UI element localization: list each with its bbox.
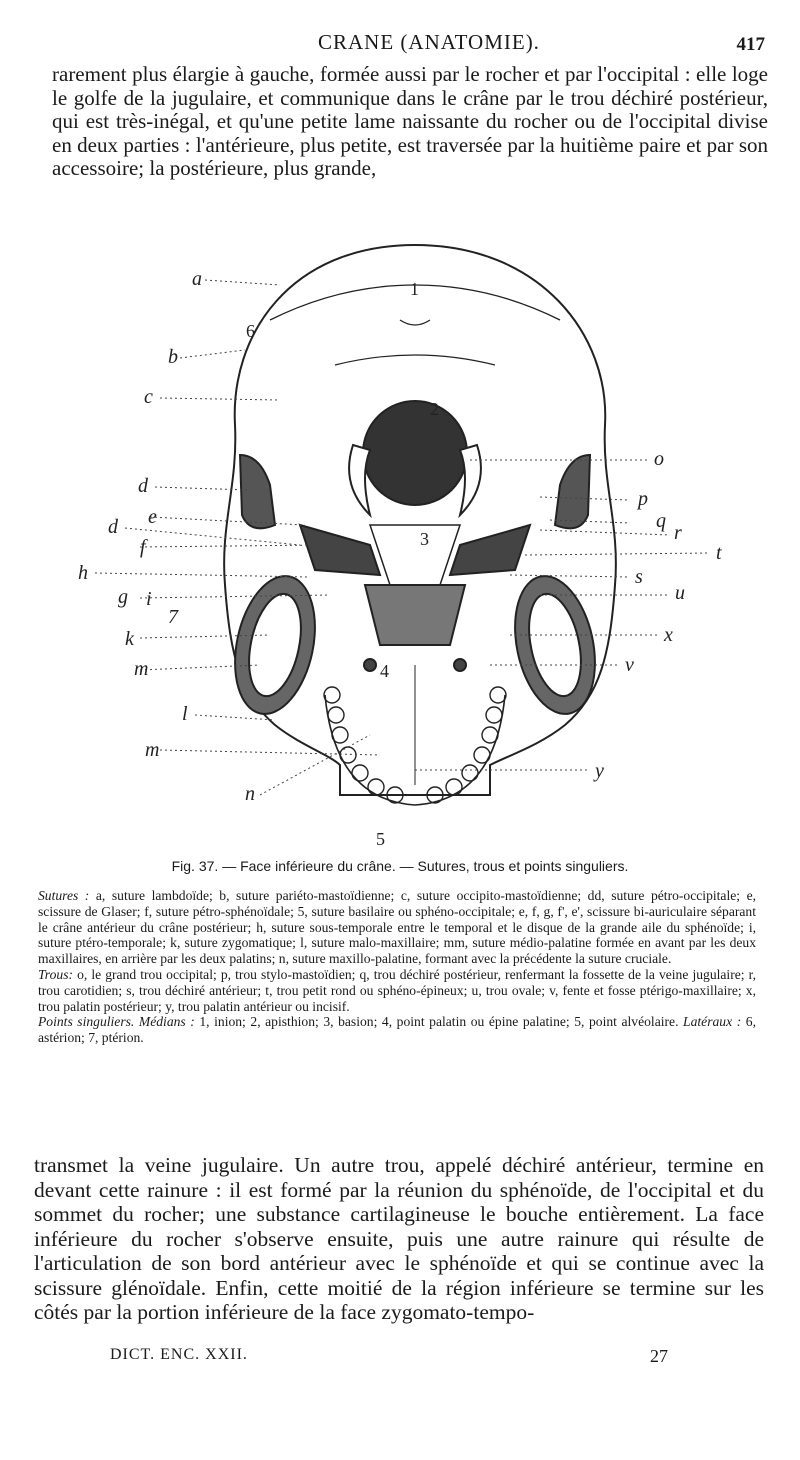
fig-number: 6 (246, 321, 255, 341)
fig-label: x (664, 624, 673, 646)
footer-signature: 27 (650, 1346, 668, 1366)
running-title: CRANE (ANATOMIE). (318, 30, 540, 54)
fig-number: 2 (430, 399, 439, 419)
fig-label: m (145, 739, 160, 761)
fig-label: u (675, 582, 685, 604)
skull-figure (70, 225, 750, 855)
legend-trous: o, le grand trou occipital; p, trou stylo-mastoïdien; q, trou déchiré postérieur, renfermant la fossette de la veine jugulaire; r, trou carotidien; s, trou déchiré antérieur; t, trou petit rond ou sphéno-épineux; u, trou ovale; v, fente et fosse ptérigo-maxillaire; x, trou palatin postérieur; y, trou palatin antérieur ou incisif. (38, 966, 756, 1014)
fig-number: 1 (410, 279, 419, 299)
fig-label: y (595, 760, 604, 782)
fig-label: p (638, 488, 648, 510)
fig-label: d (138, 475, 148, 497)
fig-label: c (144, 386, 153, 408)
left-labels (78, 268, 255, 805)
legend-points: 1, inion; 2, apisthion; 3, basion; 4, point palatin ou épine palatine; 5, point alvéolaire. (199, 1014, 679, 1030)
legend-heading-lateraux: Latéraux : (683, 1014, 742, 1030)
fig-number: 4 (380, 661, 389, 681)
foramen-magnum (363, 401, 467, 505)
legend-heading-points: Points singuliers. Médians : (38, 1014, 195, 1030)
figure-legend (38, 888, 756, 1046)
fig-label: b (168, 346, 178, 368)
fig-label: a (192, 268, 202, 290)
fig-label: 7 (168, 606, 178, 628)
fig-label: d (108, 516, 118, 538)
legend-sutures: a, suture lambdoïde; b, suture pariéto-mastoïdienne; c, suture occipito-mastoïdienne; dd, suture pétro-occipitale; e, scissure de Glaser; f, suture pétro-sphénoïdale; 5, suture basilaire ou sphéno-occipitale; e, f, g, f', e', scissure bi-auriculaire séparant le crâne antérieur du crâne postérieur; h, suture sous-temporale entre le temporal et le disque de la grande aile du sphénoïde; i, suture ptéro-temporale; k, suture zygomatique; l, suture malo-maxillaire; mm, suture médio-palatine formée en avant par les deux maxillaires, en arrière par les deux palatins; n, suture maxillo-palatine, formant avec la précédente la suture cruciale. (38, 888, 757, 967)
fig-label: k (125, 628, 134, 650)
fig-label: g (118, 586, 128, 608)
fig-label: l (182, 703, 188, 725)
legend-heading-sutures: Sutures : (38, 888, 90, 903)
fig-label: m (134, 658, 149, 680)
fig-label: r (674, 522, 682, 544)
fig-number: 3 (420, 529, 429, 549)
bottom-paragraph: transmet la veine jugulaire. Un autre trou, appelé déchiré antérieur, termine en devant cette rainure : il est formé par la réunion du sphénoïde, de l'occipital et du sommet du rocher; une substance cartilagineuse le bouche entièrement. La face inférieure du rocher s'observe ensuite, puis une autre rainure qui résulte de l'articulation de son bord antérieur avec le sphénoïde et qui se continue avec la scissure glénoïdale. Enfin, cette moitié de la région inférieure se termine sur les côtés par la portion inférieure de la face zygomato-tempo- (34, 1153, 764, 1324)
fig-label: q (656, 510, 666, 532)
fig-label: v (625, 654, 634, 676)
fig-label: h (78, 562, 88, 584)
fig-label: n (245, 783, 255, 805)
top-paragraph: rarement plus élargie à gauche, formée aussi par le rocher et par l'occipital : elle loge le golfe de la jugulaire, et communique dans le crâne par le trou déchiré postérieur, qui est très-inégal, et qu'une petite lame naissante du rocher ou de l'occipital divise en deux parties : l'antérieure, plus petite, est traversée par la huitième paire et par son accessoire; la postérieure, plus grande, (52, 62, 768, 180)
footer-volume: DICT. ENC. XXII. (110, 1346, 248, 1363)
fig-label: f (140, 536, 146, 558)
figure-caption: Fig. 37. — Face inférieure du crâne. — Sutures, trous et points singuliers. (171, 858, 629, 874)
fig-number: 5 (376, 829, 385, 849)
fig-label: s (635, 566, 643, 588)
fig-label: e (148, 506, 157, 528)
fig-label: t (716, 542, 722, 564)
fig-label: i (146, 588, 152, 610)
legend-lateraux: 6, astérion; 7, ptérion. (38, 1014, 756, 1046)
legend-heading-trous: Trous: (38, 966, 74, 982)
fig-label: o (654, 448, 664, 470)
page-number: 417 (736, 34, 765, 55)
page-header (0, 30, 800, 60)
